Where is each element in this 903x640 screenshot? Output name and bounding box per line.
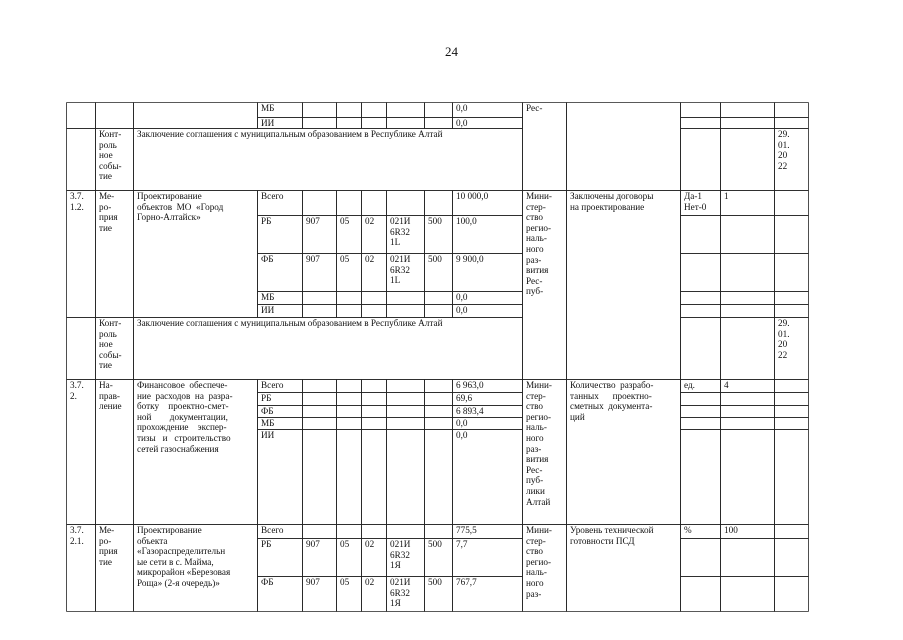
table-cell: % bbox=[684, 525, 692, 535]
table-cell: ФБ bbox=[261, 577, 274, 587]
table-cell: 0,0 bbox=[456, 118, 468, 128]
table-cell bbox=[306, 292, 334, 304]
table-cell: Заключение соглашения с муниципальным образованием в Республике Алтай bbox=[137, 129, 443, 139]
table-cell bbox=[684, 318, 718, 379]
table-cell bbox=[724, 406, 772, 417]
table-cell bbox=[778, 418, 806, 429]
table-cell: Рес- bbox=[526, 103, 543, 113]
table-cell bbox=[724, 577, 772, 611]
table-cell: Всего bbox=[261, 380, 284, 390]
table-cell: 05 bbox=[340, 254, 350, 264]
table-cell bbox=[390, 191, 422, 215]
table-cell bbox=[684, 539, 718, 576]
table-cell bbox=[778, 577, 806, 611]
table-cell bbox=[340, 191, 359, 215]
table-cell bbox=[428, 103, 450, 117]
table-cell: Всего bbox=[261, 191, 284, 201]
table-cell bbox=[306, 393, 334, 405]
table-cell: МБ bbox=[261, 418, 275, 428]
table-cell bbox=[390, 393, 422, 405]
table-cell: 907 bbox=[306, 254, 320, 264]
table-cell bbox=[340, 525, 359, 538]
table-cell: 500 bbox=[428, 539, 442, 549]
table-cell bbox=[340, 305, 359, 317]
table-cell: РБ bbox=[261, 393, 272, 403]
table-cell: Количество разрабо- танных проектно- сметных документа- ций bbox=[570, 380, 654, 422]
table-cell bbox=[428, 305, 450, 317]
table-cell: 0,0 bbox=[456, 305, 468, 315]
table-cell: 69,6 bbox=[456, 393, 473, 403]
table-cell bbox=[684, 406, 718, 417]
table-cell bbox=[778, 305, 806, 317]
table-cell bbox=[724, 418, 772, 429]
table-cell: 907 bbox=[306, 577, 320, 587]
table-cell bbox=[390, 103, 422, 117]
table-cell bbox=[390, 305, 422, 317]
table-cell bbox=[306, 103, 334, 117]
table-cell: МБ bbox=[261, 103, 275, 113]
table-cell bbox=[684, 430, 718, 524]
table-cell: ФБ bbox=[261, 406, 274, 416]
table-cell: 02 bbox=[365, 539, 375, 549]
table-cell: Всего bbox=[261, 525, 284, 535]
table-cell bbox=[365, 430, 384, 524]
table-cell bbox=[428, 418, 450, 429]
table-cell: 3.7. 2. bbox=[70, 380, 84, 401]
table-cell: Уровень технической готовности ПСД bbox=[570, 525, 654, 546]
table-cell bbox=[428, 380, 450, 392]
table-cell bbox=[306, 191, 334, 215]
table-cell bbox=[306, 406, 334, 417]
table-cell: 9 900,0 bbox=[456, 254, 484, 264]
table-cell: 6 893,4 bbox=[456, 406, 484, 416]
table-cell: ИИ bbox=[261, 305, 275, 315]
table-cell bbox=[724, 539, 772, 576]
table-cell bbox=[684, 418, 718, 429]
table-cell: 02 bbox=[365, 216, 375, 226]
table-cell bbox=[390, 380, 422, 392]
table-cell: 500 bbox=[428, 254, 442, 264]
table-cell bbox=[684, 305, 718, 317]
table-cell: 0,0 bbox=[456, 292, 468, 302]
table-cell bbox=[778, 216, 806, 253]
table-cell: 100 bbox=[724, 525, 738, 535]
table-cell: 05 bbox=[340, 216, 350, 226]
table-cell bbox=[365, 305, 384, 317]
table-cell bbox=[724, 118, 772, 128]
table-cell bbox=[365, 393, 384, 405]
table-cell bbox=[390, 406, 422, 417]
table-cell: МБ bbox=[261, 292, 275, 302]
table-cell: Заключение соглашения с муниципальным образованием в Республике Алтай bbox=[137, 318, 443, 328]
table-cell bbox=[724, 393, 772, 405]
table-cell bbox=[365, 292, 384, 304]
table-cell: 4 bbox=[724, 380, 729, 390]
table-cell bbox=[365, 406, 384, 417]
table-cell bbox=[684, 292, 718, 304]
table-cell bbox=[390, 418, 422, 429]
table-cell: РБ bbox=[261, 539, 272, 549]
table-cell bbox=[778, 292, 806, 304]
table-cell: ИИ bbox=[261, 118, 275, 128]
table-cell bbox=[365, 118, 384, 128]
table-cell bbox=[428, 191, 450, 215]
table-cell: 021И 6R32 1Я bbox=[390, 577, 411, 609]
table-cell bbox=[724, 305, 772, 317]
table-cell: 767,7 bbox=[456, 577, 477, 587]
table-cell bbox=[570, 103, 678, 190]
table-cell: Мини- стер- ство регио- наль- ного раз- вития Рес- пуб- лики Алтай bbox=[526, 380, 552, 507]
table-cell bbox=[428, 430, 450, 524]
table-cell bbox=[684, 216, 718, 253]
table-cell bbox=[428, 525, 450, 538]
table-cell: Проектирование объектов МО «Город Горно-Алтайск» bbox=[137, 191, 224, 223]
table-cell bbox=[340, 103, 359, 117]
table-cell bbox=[778, 525, 806, 538]
table-cell: Ме- ро- прия тие bbox=[99, 525, 118, 567]
table-cell: 29. 01. 20 22 bbox=[778, 318, 790, 360]
table-cell bbox=[340, 393, 359, 405]
table-cell bbox=[724, 430, 772, 524]
table-cell bbox=[390, 525, 422, 538]
table-cell: Конт- роль ное собы- тие bbox=[99, 129, 122, 182]
table-cell bbox=[365, 191, 384, 215]
table-cell bbox=[365, 525, 384, 538]
table-cell bbox=[778, 539, 806, 576]
table-cell bbox=[778, 406, 806, 417]
table-cell: 6 963,0 bbox=[456, 380, 484, 390]
table-cell bbox=[99, 103, 131, 128]
table-cell bbox=[390, 292, 422, 304]
table-cell bbox=[684, 103, 718, 117]
table-cell bbox=[365, 380, 384, 392]
table-cell bbox=[684, 393, 718, 405]
table-cell: Финансовое обеспече- ние расходов на разра- ботку проектно-смет- ной документации, прохождение экспер- тизы и строительство сетей газоснабжения bbox=[137, 380, 233, 454]
table-cell: 02 bbox=[365, 254, 375, 264]
table-cell bbox=[365, 418, 384, 429]
table-cell bbox=[390, 118, 422, 128]
table-cell bbox=[684, 254, 718, 291]
table-cell bbox=[778, 393, 806, 405]
table-cell: Проектирование объекта «Газораспределительн ые сети в с. Майма, микрорайон «Березовая Роща» (2-я очередь)» bbox=[137, 525, 231, 588]
table-cell: 907 bbox=[306, 216, 320, 226]
table-cell: 907 bbox=[306, 539, 320, 549]
table-cell: 021И 6R32 1Я bbox=[390, 539, 411, 571]
table-cell: 100,0 bbox=[456, 216, 477, 226]
table-cell: ед. bbox=[684, 380, 695, 390]
table-cell bbox=[306, 430, 334, 524]
table-cell bbox=[340, 118, 359, 128]
table-cell bbox=[778, 103, 806, 117]
table-cell bbox=[724, 129, 772, 190]
table-cell bbox=[778, 430, 806, 524]
table-cell: 021И 6R32 1L bbox=[390, 216, 411, 248]
table-cell: ИИ bbox=[261, 430, 275, 440]
table-cell: 05 bbox=[340, 577, 350, 587]
table-cell bbox=[340, 292, 359, 304]
table-cell bbox=[778, 118, 806, 128]
table-cell: Заключены договоры на проектирование bbox=[570, 191, 654, 212]
table-cell: 1 bbox=[724, 191, 729, 201]
table-cell: 021И 6R32 1L bbox=[390, 254, 411, 286]
table-cell bbox=[70, 129, 93, 190]
financing-table bbox=[66, 102, 810, 618]
table-cell: 775,5 bbox=[456, 525, 477, 535]
table-cell: 3.7. 1.2. bbox=[70, 191, 84, 212]
table-cell: 0,0 bbox=[456, 103, 468, 113]
table-cell: 500 bbox=[428, 216, 442, 226]
table-cell bbox=[306, 380, 334, 392]
table-cell bbox=[428, 406, 450, 417]
table-cell bbox=[428, 292, 450, 304]
table-cell: 0,0 bbox=[456, 418, 468, 428]
table-cell bbox=[306, 418, 334, 429]
table-cell bbox=[724, 318, 772, 379]
table-cell: РБ bbox=[261, 216, 272, 226]
table-cell bbox=[306, 525, 334, 538]
table-cell: Да-1 Нет-0 bbox=[684, 191, 707, 212]
table-cell bbox=[70, 103, 93, 128]
table-cell bbox=[724, 103, 772, 117]
table-cell: 7,7 bbox=[456, 539, 468, 549]
table-cell bbox=[428, 118, 450, 128]
page-number: 24 bbox=[445, 44, 458, 59]
table-cell: На- прав- ление bbox=[99, 380, 122, 412]
table-cell bbox=[390, 430, 422, 524]
table-cell bbox=[428, 393, 450, 405]
table-cell: Ме- ро- прия тие bbox=[99, 191, 118, 233]
table-cell bbox=[684, 129, 718, 190]
table-cell bbox=[306, 305, 334, 317]
table-cell: Мини- стер- ство регио- наль- ного раз- вития Рес- пуб- bbox=[526, 191, 552, 297]
table-cell bbox=[70, 318, 93, 379]
table-cell: ФБ bbox=[261, 254, 274, 264]
table-cell bbox=[137, 103, 255, 128]
table-cell: 05 bbox=[340, 539, 350, 549]
table-cell: 10 000,0 bbox=[456, 191, 489, 201]
table-cell bbox=[340, 430, 359, 524]
table-cell bbox=[365, 103, 384, 117]
table-cell bbox=[340, 418, 359, 429]
table-cell: 0,0 bbox=[456, 430, 468, 440]
table-cell bbox=[340, 380, 359, 392]
table-cell bbox=[306, 118, 334, 128]
table-cell: Конт- роль ное собы- тие bbox=[99, 318, 122, 371]
table-cell bbox=[724, 216, 772, 253]
table-cell: 02 bbox=[365, 577, 375, 587]
table-cell bbox=[778, 380, 806, 392]
table-cell bbox=[684, 577, 718, 611]
table-cell: Мини- стер- ство регио- наль- ного раз- bbox=[526, 525, 552, 599]
table-cell bbox=[778, 254, 806, 291]
table-cell: 3.7. 2.1. bbox=[70, 525, 84, 546]
table-cell bbox=[684, 118, 718, 128]
table-cell bbox=[778, 191, 806, 215]
table-cell bbox=[340, 406, 359, 417]
table-cell: 29. 01. 20 22 bbox=[778, 129, 790, 171]
table-cell bbox=[724, 254, 772, 291]
table-cell: 500 bbox=[428, 577, 442, 587]
table-cell bbox=[724, 292, 772, 304]
